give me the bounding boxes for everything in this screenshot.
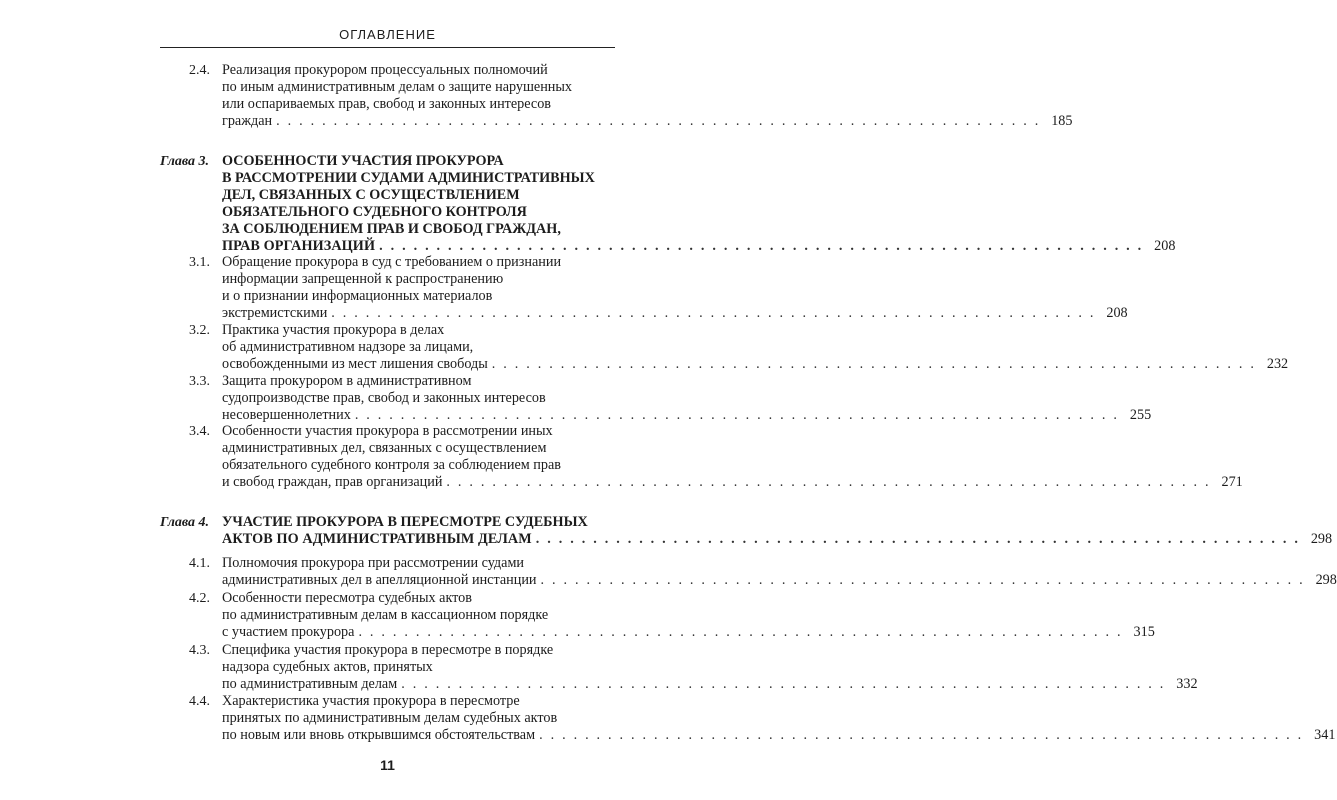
- entry-line: по административным делам в кассационном порядке: [222, 607, 549, 623]
- entry-line: информации запрещенной к распространению: [222, 271, 504, 287]
- entry-line: по новым или вновь открывшимся обстоятельствам: [222, 727, 536, 743]
- entry-line: освобожденными из мест лишения свободы: [222, 356, 488, 372]
- entry-line: экстремистскими: [222, 305, 328, 321]
- page-number: 271: [1221, 474, 1243, 490]
- dot-leader: . . . . . . . . . . . . . . . . . . . . . . . . . . . . . . . . . . . . . . . . . . . . . . . . . . . . . . . . . . . . . . . . . . .: [540, 572, 1305, 588]
- entry-line: Характеристика участия прокурора в пересмотре: [222, 693, 520, 709]
- entry-line: Реализация прокурором процессуальных полномочий: [222, 62, 548, 78]
- dot-leader: . . . . . . . . . . . . . . . . . . . . . . . . . . . . . . . . . . . . . . . . . . . . . . . . . . . . . . . . . . . . . . . . . . .: [491, 356, 1257, 372]
- entry-line: Практика участия прокурора в делах: [222, 322, 445, 338]
- chapter-title-line: В РАССМОТРЕНИИ СУДАМИ АДМИНИСТРАТИВНЫХ: [222, 170, 595, 186]
- dot-leader: . . . . . . . . . . . . . . . . . . . . . . . . . . . . . . . . . . . . . . . . . . . . . . . . . . . . . . . . . . . . . . . . . . .: [379, 238, 1144, 254]
- chapter-title-line: ОБЯЗАТЕЛЬНОГО СУДЕБНОГО КОНТРОЛЯ: [222, 204, 527, 220]
- section-number: 4.1.: [189, 556, 210, 571]
- chapter-title-line: АКТОВ ПО АДМИНИСТРАТИВНЫМ ДЕЛАМ: [222, 531, 532, 547]
- page-number: 315: [1133, 624, 1155, 640]
- entry-line: судопроизводстве прав, свобод и законных интересов: [222, 390, 546, 406]
- toc-chapter-4[interactable]: [222, 514, 1333, 548]
- chapter-title-line: ДЕЛ, СВЯЗАННЫХ С ОСУЩЕСТВЛЕНИЕМ: [222, 187, 520, 203]
- toc-entry-3-1[interactable]: [222, 254, 1128, 322]
- chapter-label: Глава 4.: [160, 515, 210, 530]
- toc-entry-3-4[interactable]: [222, 423, 1243, 491]
- dot-leader: . . . . . . . . . . . . . . . . . . . . . . . . . . . . . . . . . . . . . . . . . . . . . . . . . . . . . . . . . . . . . . . . . . .: [276, 113, 1041, 129]
- page-number: 298: [1310, 531, 1333, 547]
- entry-line: и свобод граждан, прав организаций: [222, 474, 443, 490]
- page-number: 185: [1051, 113, 1073, 129]
- entry-line: Особенности пересмотра судебных актов: [222, 590, 472, 606]
- chapter-title-line: ОСОБЕННОСТИ УЧАСТИЯ ПРОКУРОРА: [222, 153, 504, 169]
- toc-entry-2-4[interactable]: [222, 62, 1073, 130]
- page-number: 232: [1266, 356, 1289, 372]
- entry-line: несовершеннолетних: [222, 407, 351, 423]
- entry-line: Полномочия прокурора при рассмотрении судами: [222, 555, 525, 571]
- dot-leader: . . . . . . . . . . . . . . . . . . . . . . . . . . . . . . . . . . . . . . . . . . . . . . . . . . . . . . . . . . . . . . . . . . .: [535, 531, 1301, 547]
- section-number: 3.1.: [189, 255, 210, 270]
- entry-line: Особенности участия прокурора в рассмотрении иных: [222, 423, 553, 439]
- entry-line: и о признании информационных материалов: [222, 288, 493, 304]
- folio-page-number: 11: [380, 757, 395, 773]
- section-number: 3.2.: [189, 323, 210, 338]
- entry-line: Специфика участия прокурора в пересмотре в порядке: [222, 642, 554, 658]
- section-number: 4.4.: [189, 694, 210, 709]
- section-number: 3.4.: [189, 424, 210, 439]
- section-number: 3.3.: [189, 374, 210, 389]
- entry-line: обязательного судебного контроля за соблюдением прав: [222, 457, 561, 473]
- toc-entry-4-3[interactable]: [222, 642, 1198, 693]
- chapter-title-line: ПРАВ ОРГАНИЗАЦИЙ: [222, 238, 376, 254]
- entry-line: граждан: [222, 113, 273, 129]
- chapter-title-line: ЗА СОБЛЮДЕНИЕМ ПРАВ И СВОБОД ГРАЖДАН,: [222, 221, 561, 237]
- dot-leader: . . . . . . . . . . . . . . . . . . . . . . . . . . . . . . . . . . . . . . . . . . . . . . . . . . . . . . . . . . . . . . . . . . .: [331, 305, 1096, 321]
- running-head: ОГЛАВЛЕНИЕ: [339, 27, 436, 42]
- toc-entry-3-2[interactable]: [222, 322, 1289, 373]
- toc-entry-4-4[interactable]: [222, 693, 1336, 744]
- entry-line: по административным делам: [222, 676, 398, 692]
- page-number: 298: [1315, 572, 1337, 588]
- header-rule: [160, 47, 615, 48]
- page-number: 341: [1314, 727, 1336, 743]
- entry-line: об административном надзоре за лицами,: [222, 339, 474, 355]
- toc-chapter-3[interactable]: [222, 153, 1176, 255]
- toc-entry-3-3[interactable]: [222, 373, 1152, 424]
- dot-leader: . . . . . . . . . . . . . . . . . . . . . . . . . . . . . . . . . . . . . . . . . . . . . . . . . . . . . . . . . . . . . . . . . . .: [446, 474, 1211, 490]
- entry-line: с участием прокурора: [222, 624, 355, 640]
- chapter-label: Глава 3.: [160, 154, 210, 169]
- page-number: 332: [1176, 676, 1198, 692]
- dot-leader: . . . . . . . . . . . . . . . . . . . . . . . . . . . . . . . . . . . . . . . . . . . . . . . . . . . . . . . . . . . . . . . . . . .: [354, 407, 1120, 423]
- section-number: 4.3.: [189, 643, 210, 658]
- entry-line: или оспариваемых прав, свобод и законных интересов: [222, 96, 552, 112]
- chapter-title-line: УЧАСТИЕ ПРОКУРОРА В ПЕРЕСМОТРЕ СУДЕБНЫХ: [222, 514, 588, 530]
- entry-line: по иным административным делам о защите нарушенных: [222, 79, 573, 95]
- toc-entry-4-1[interactable]: [222, 555, 1337, 589]
- section-number: 4.2.: [189, 591, 210, 606]
- entry-line: административных дел в апелляционной инстанции: [222, 572, 537, 588]
- entry-line: принятых по административным делам судебных актов: [222, 710, 558, 726]
- page-number: 255: [1129, 407, 1152, 423]
- entry-line: административных дел, связанных с осуществлением: [222, 440, 547, 456]
- dot-leader: . . . . . . . . . . . . . . . . . . . . . . . . . . . . . . . . . . . . . . . . . . . . . . . . . . . . . . . . . . . . . . . . . . .: [539, 727, 1304, 743]
- page-number: 208: [1154, 238, 1176, 254]
- section-number: 2.4.: [189, 63, 210, 78]
- entry-line: Обращение прокурора в суд с требованием о признании: [222, 254, 562, 270]
- entry-line: Защита прокурором в административном: [222, 373, 472, 389]
- dot-leader: . . . . . . . . . . . . . . . . . . . . . . . . . . . . . . . . . . . . . . . . . . . . . . . . . . . . . . . . . . . . . . . . . . .: [358, 624, 1123, 640]
- toc-entry-4-2[interactable]: [222, 590, 1155, 641]
- dot-leader: . . . . . . . . . . . . . . . . . . . . . . . . . . . . . . . . . . . . . . . . . . . . . . . . . . . . . . . . . . . . . . . . . . .: [401, 676, 1166, 692]
- entry-line: надзора судебных актов, принятых: [222, 659, 433, 675]
- page-number: 208: [1106, 305, 1128, 321]
